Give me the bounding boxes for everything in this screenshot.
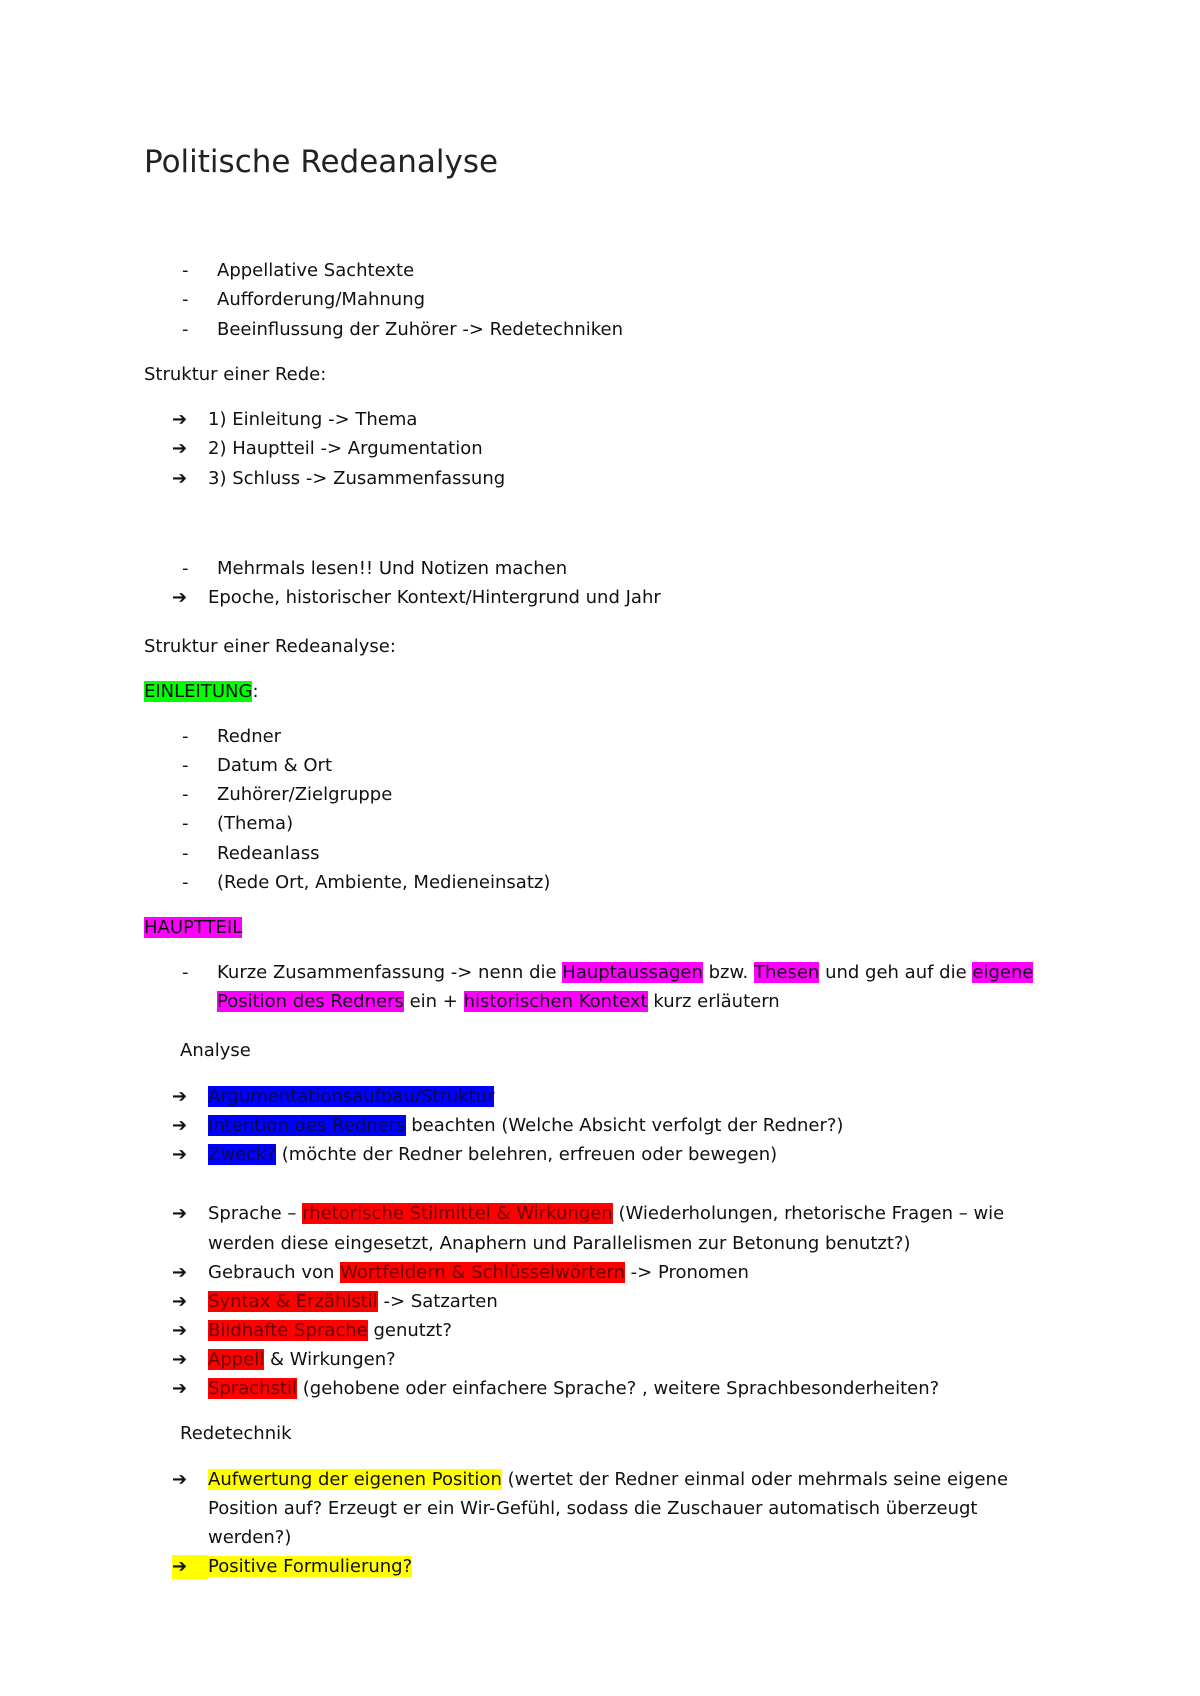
arrow-bullet-icon: ➔: [172, 1144, 188, 1165]
arrow-bullet-icon: ➔: [172, 409, 188, 430]
section-label: Struktur einer Redeanalyse:: [144, 636, 396, 657]
dash-bullet: -: [182, 260, 189, 281]
list-item-text: Appellative Sachtexte: [217, 260, 415, 281]
list-item-text: [208, 1290, 498, 1314]
list-item-text: [208, 1319, 452, 1343]
subsection-label: Redetechnik: [180, 1423, 292, 1444]
text-run: (Wiederholungen, rhetorische Fragen – wie: [612, 1203, 1005, 1224]
text-run: Gebrauch von: [208, 1262, 341, 1283]
list-item-text: [217, 961, 1033, 985]
dash-bullet: -: [182, 784, 189, 805]
list-item-text: Aufforderung/Mahnung: [217, 289, 426, 310]
text-run: bzw.: [702, 962, 754, 983]
dash-bullet: -: [182, 755, 189, 776]
highlight-syntax: Syntax & Erzählstil: [208, 1291, 378, 1312]
text-run: genutzt?: [367, 1320, 452, 1341]
highlight-argumentationsaufbau: Argumentationsaufbau/Struktur: [208, 1086, 495, 1107]
text-run: -> Satzarten: [377, 1291, 498, 1312]
einleitung-heading: [144, 680, 259, 704]
list-item-continuation: werden?): [208, 1527, 292, 1548]
list-item-text: [208, 1468, 1008, 1492]
subsection-label: Analyse: [180, 1040, 251, 1061]
list-item-text: [208, 1143, 777, 1167]
list-item-continuation: werden diese eingesetzt, Anaphern und Parallelismen zur Betonung benutzt?): [208, 1233, 911, 1254]
arrow-bullet-icon: ➔: [172, 1469, 188, 1490]
arrow-bullet-icon: ➔: [172, 438, 188, 459]
list-item-text: (Rede Ort, Ambiente, Medieneinsatz): [217, 872, 551, 893]
dash-bullet: -: [182, 962, 189, 983]
arrow-bullet-icon: ➔: [172, 1262, 188, 1283]
highlight-appell: Appell: [208, 1349, 265, 1370]
list-item-text: [208, 1348, 396, 1372]
dash-bullet: -: [182, 813, 189, 834]
text-run: und geh auf die: [819, 962, 973, 983]
text-run: (wertet der Redner einmal oder mehrmals seine eigene: [501, 1469, 1009, 1490]
heading-colon: :: [252, 681, 259, 702]
list-item-text: Mehrmals lesen!! Und Notizen machen: [217, 558, 568, 579]
hauptteil-label: HAUPTTEIL: [144, 917, 243, 938]
text-run: beachten (Welche Absicht verfolgt der Redner?): [405, 1115, 844, 1136]
list-item-text: [208, 1377, 939, 1401]
text-run: Sprache –: [208, 1203, 303, 1224]
list-item-text: Zuhörer/Zielgruppe: [217, 784, 393, 805]
arrow-bullet-icon: ➔: [172, 468, 188, 489]
arrow-bullet-icon: ➔: [172, 1378, 188, 1399]
arrow-bullet-icon: ➔: [172, 1349, 188, 1370]
text-run: & Wirkungen?: [264, 1349, 396, 1370]
highlight-zweck: Zweck?: [208, 1144, 277, 1165]
highlight-position-redner: Position des Redners: [217, 991, 404, 1012]
list-item-text: Redner: [217, 726, 282, 747]
list-item-text: 1) Einleitung -> Thema: [208, 409, 418, 430]
list-item-text: [208, 1202, 1004, 1226]
list-item-continuation: Position auf? Erzeugt er ein Wir-Gefühl, sodass die Zuschauer automatisch überzeugt: [208, 1498, 978, 1519]
text-run: ein +: [403, 991, 464, 1012]
text-run: (gehobene oder einfachere Sprache? , weitere Sprachbesonderheiten?: [297, 1378, 940, 1399]
list-item-text: Epoche, historischer Kontext/Hintergrund und Jahr: [208, 587, 661, 608]
arrow-bullet-icon: ➔: [172, 587, 188, 608]
arrow-bullet-icon: ➔: [172, 1555, 208, 1579]
highlight-wortfelder: Wortfeldern & Schlüsselwörtern: [340, 1262, 625, 1283]
highlight-thesen: Thesen: [754, 962, 820, 983]
dash-bullet: -: [182, 872, 189, 893]
arrow-bullet-icon: ➔: [172, 1320, 188, 1341]
text-run: Kurze Zusammenfassung -> nenn die: [217, 962, 563, 983]
highlight-eigene: eigene: [972, 962, 1034, 983]
arrow-bullet-icon: ➔: [172, 1291, 188, 1312]
text-run: (möchte der Redner belehren, erfreuen oder bewegen): [276, 1144, 778, 1165]
list-item-text: Datum & Ort: [217, 755, 332, 776]
list-item-text: 2) Hauptteil -> Argumentation: [208, 438, 483, 459]
highlight-aufwertung: Aufwertung der eigenen Position: [208, 1469, 502, 1490]
dash-bullet: -: [182, 726, 189, 747]
highlight-sprachstil: Sprachstil: [208, 1378, 298, 1399]
text-run: kurz erläutern: [647, 991, 780, 1012]
arrow-bullet-icon: ➔: [172, 1086, 188, 1107]
list-item-text: Beeinflussung der Zuhörer -> Redetechniken: [217, 319, 624, 340]
text-run: -> Pronomen: [624, 1262, 749, 1283]
dash-bullet: -: [182, 289, 189, 310]
highlight-historischer-kontext: historischen Kontext: [463, 991, 648, 1012]
list-item-text: [208, 1085, 494, 1109]
list-item-text: (Thema): [217, 813, 294, 834]
list-item-text: [208, 1261, 749, 1285]
dash-bullet: -: [182, 319, 189, 340]
dash-bullet: -: [182, 843, 189, 864]
hauptteil-heading: [144, 916, 242, 940]
arrow-bullet-icon: ➔: [172, 1203, 188, 1224]
section-label: Struktur einer Rede:: [144, 364, 327, 385]
list-item-text: [208, 1555, 412, 1579]
list-item-continuation: [217, 990, 780, 1014]
einleitung-label: EINLEITUNG: [144, 681, 253, 702]
arrow-bullet-icon: ➔: [172, 1115, 188, 1136]
highlight-hauptaussagen: Hauptaussagen: [562, 962, 703, 983]
dash-bullet: -: [182, 558, 189, 579]
highlight-intention: Intention des Redners: [208, 1115, 406, 1136]
list-item-text: [208, 1114, 843, 1138]
list-item-text: 3) Schluss -> Zusammenfassung: [208, 468, 506, 489]
highlight-positive-formulierung: Positive Formulierung?: [208, 1556, 413, 1577]
document-title: Politische Redeanalyse: [144, 144, 499, 180]
highlight-bildhafte-sprache: Bildhafte Sprache: [208, 1320, 368, 1341]
highlight-stilmittel: rhetorische Stilmittel & Wirkungen: [302, 1203, 613, 1224]
list-item-text: Redeanlass: [217, 843, 320, 864]
